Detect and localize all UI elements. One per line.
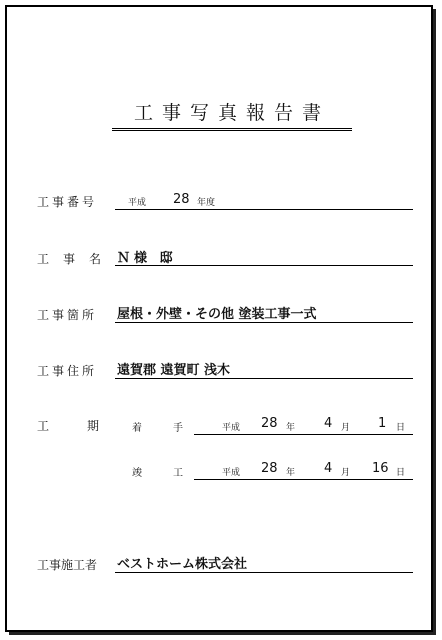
- start-year-unit: 年: [286, 423, 296, 433]
- border-shadow-bottom: [9, 632, 436, 635]
- end-era: 平成: [222, 468, 241, 478]
- label-project-name: 工事名: [37, 252, 116, 266]
- label-project-number: 工事番号: [37, 195, 98, 209]
- label-project-place: 工事箇所: [37, 308, 98, 322]
- end-year: 28: [261, 461, 278, 476]
- year-project-number: 28: [173, 192, 190, 207]
- value-project-place: 屋根・外壁・その他 塗装工事一式: [117, 307, 317, 322]
- value-project-address: 遠賀郡 遠賀町 浅木: [117, 363, 231, 378]
- underline-start: [194, 434, 413, 435]
- label-end: 竣工: [132, 468, 214, 479]
- underline-project-address: [115, 378, 413, 379]
- title-double-underline: [112, 130, 352, 131]
- start-day-unit: 日: [396, 423, 406, 433]
- era-project-number: 平成: [128, 198, 147, 208]
- start-month-unit: 月: [341, 423, 351, 433]
- label-contractor: 工事施工者: [37, 558, 98, 572]
- value-contractor: ベストホーム株式会社: [117, 557, 248, 572]
- label-period: 工期: [37, 419, 138, 433]
- end-year-unit: 年: [286, 468, 296, 478]
- start-day: 1: [378, 416, 387, 431]
- underline-end: [194, 479, 413, 480]
- end-day-unit: 日: [396, 468, 406, 478]
- label-project-address: 工事住所: [37, 364, 98, 378]
- start-year: 28: [261, 416, 278, 431]
- underline-contractor: [115, 572, 413, 573]
- value-project-name: Ｎ様 邸: [117, 251, 177, 266]
- document-title: 工事写真報告書: [112, 98, 352, 129]
- end-month: 4: [324, 461, 333, 476]
- underline-project-name: [115, 265, 413, 266]
- start-era: 平成: [222, 423, 241, 433]
- end-month-unit: 月: [341, 468, 351, 478]
- end-day: 16: [372, 461, 389, 476]
- border-shadow-right: [433, 9, 436, 635]
- start-month: 4: [324, 416, 333, 431]
- underline-project-place: [115, 322, 413, 323]
- label-start: 着手: [132, 423, 214, 434]
- underline-project-number: [115, 209, 413, 210]
- unit-project-number: 年度: [197, 198, 216, 208]
